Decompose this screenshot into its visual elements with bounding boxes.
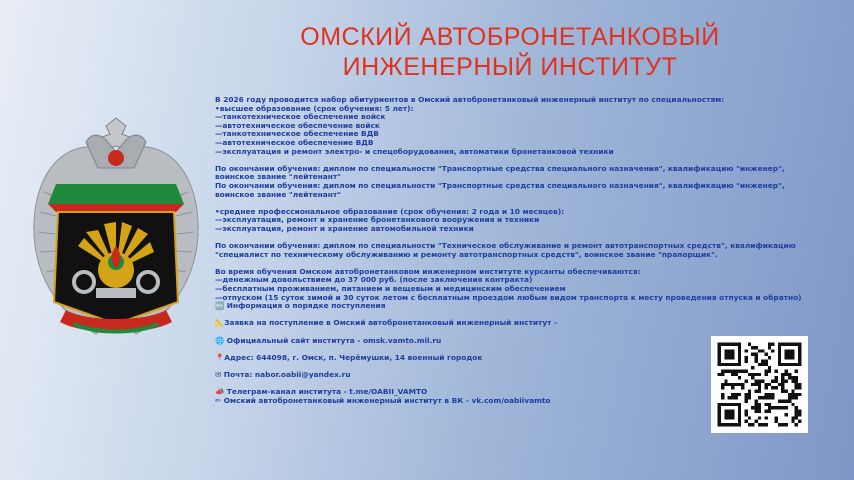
title-line-1: ОМСКИЙ АВТОБРОНЕТАНКОВЫЙ xyxy=(300,23,720,51)
official-site-link[interactable]: 🌐 Официальный сайт института - omsk.vamto.mil.ru xyxy=(215,335,442,345)
paragraph-admission: В 2026 году проводится набор абитуриентов в Омский автобронетанковый инженерный институт по специальностям: •высшее образование (срок обучения: 5 лет): —танкотехническое обеспечение войск —автотехническое обеспечение войск —танкотехническое обеспечение ВДВ —автотехническое обеспечение ВДВ —эксплуатация и ремонт электро- и спецоборудования, автоматики бронетанковой техники xyxy=(215,95,725,156)
paragraph-benefits: Во время обучения Омском автобронетанковом инженерном институте курсанты обеспечиваются: —денежным довольствием до 37 000 руб. (после заключения контракта) —бесплатным проживанием, питанием и вещевым и медицинским обеспечением —отпуском (15 суток зимой и 30 суток летом с бесплатным проездом любым видом транспорта к месту проведения отпуска и обратно) 🔤 Информация о порядке поступления xyxy=(215,266,802,311)
qr-code-icon[interactable] xyxy=(711,336,808,433)
page-title xyxy=(250,22,770,82)
title-line-2: ИНЖЕНЕРНЫЙ ИНСТИТУТ xyxy=(342,53,678,81)
social-links[interactable]: 📣 Телеграм-канал института - t.me/OABII_VAMTO ✏ Омский автобронетанковый инженерный институт в ВК - vk.com/oabiivamto xyxy=(215,387,551,405)
emblem-icon xyxy=(26,112,206,342)
application-link[interactable]: 📐Заявка на поступление в Омский автобронетанковый инженерный институт - xyxy=(215,318,558,328)
email-link[interactable]: ✉ Почта: nabor.oabii@yandex.ru xyxy=(215,370,351,379)
paragraph-secondary-diploma: По окончании обучения: диплом по специальности "Техническое обслуживание и ремонт автотранспортных средств", квалификацию "специалист по техническому обслуживанию и ремонту автотранспортных средств", воинское звание "прапорщик". xyxy=(215,241,796,259)
address-text: 📍Адрес: 644098, г. Омск, п. Черёмушки, 14 военный городок xyxy=(215,352,483,362)
paragraph-higher-diploma: По окончании обучения: диплом по специальности "Транспортные средства специального назначения", квалификацию "инженер", воинское звание "лейтенант" По окончании обучения: диплом по специальности "Транспортные средства специального назначения", квалификацию "инженер", воинское звание "лейтенант" xyxy=(215,163,785,199)
paragraph-secondary: •среднее профессиональное образование (срок обучения: 2 года и 10 месяцев): —эксплуатация, ремонт и хранение бронетанкового вооружения и техники —эксплуатация, ремонт и хранение автомобильной техники xyxy=(215,206,565,233)
